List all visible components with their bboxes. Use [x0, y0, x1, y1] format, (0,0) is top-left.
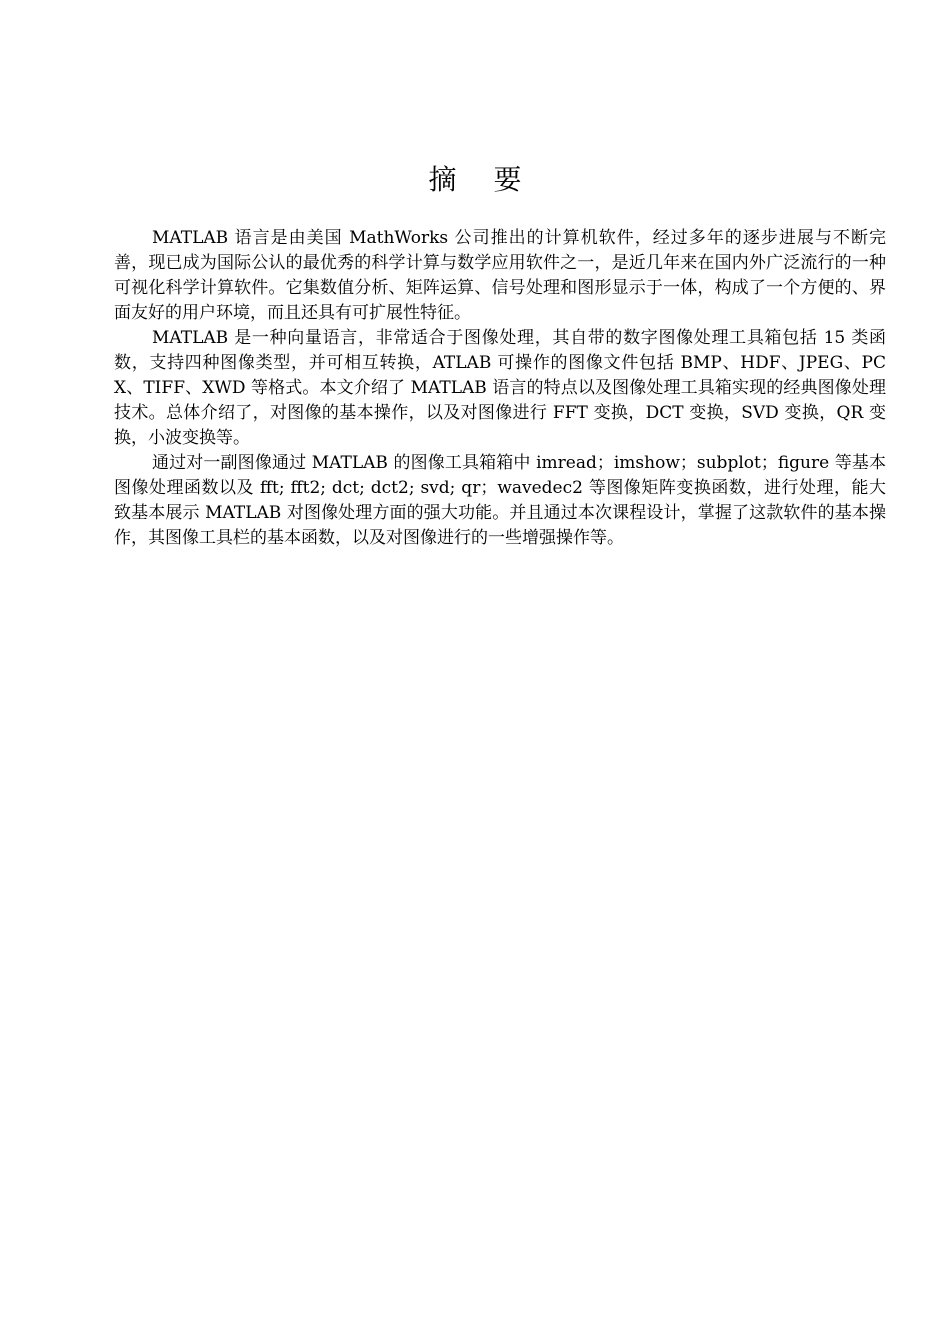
page-title: 摘 要	[428, 163, 536, 196]
abstract-body	[114, 226, 886, 551]
abstract-paragraph-3: 通过对一副图像通过 MATLAB 的图像工具箱箱中 imread；imshow；subplot；figure 等基本图像处理函数以及 fft; fft2; dct; dct2; svd; qr；wavedec2 等图像矩阵变换函数，进行处理，能大致基本展示 MATLAB 对图像处理方面的强大功能。并且通过本次课程设计，掌握了这款软件的基本操作，其图像工具栏的基本函数，以及对图像进行的一些增强操作等。	[114, 453, 886, 548]
abstract-paragraph-1: MATLAB 语言是由美国 MathWorks 公司推出的计算机软件，经过多年的逐步进展与不断完善，现已成为国际公认的最优秀的科学计算与数学应用软件之一，是近几年来在国内外广泛流行的一种可视化科学计算软件。它集数值分析、矩阵运算、信号处理和图形显示于一体，构成了一个方便的、界面友好的用户环境，而且还具有可扩展性特征。	[114, 228, 886, 323]
abstract-paragraph-2: MATLAB 是一种向量语言，非常适合于图像处理，其自带的数字图像处理工具箱包括 15 类函数，支持四种图像类型，并可相互转换，ATLAB 可操作的图像文件包括 BMP、HDF、JPEG、PCX、TIFF、XWD 等格式。本文介绍了 MATLAB 语言的特点以及图像处理工具箱实现的经典图像处理技术。总体介绍了，对图像的基本操作，以及对图像进行 FFT 变换，DCT 变换，SVD 变换，QR 变换，小波变换等。	[114, 328, 886, 448]
